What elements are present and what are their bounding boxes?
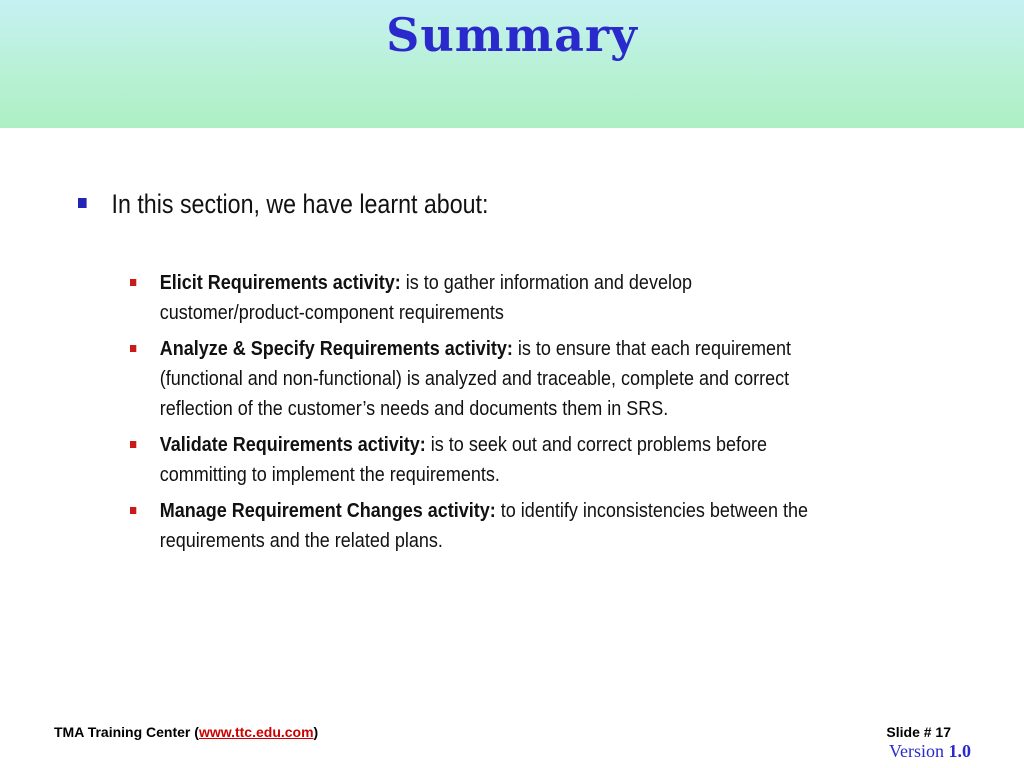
square-bullet-icon xyxy=(130,279,136,286)
version-label xyxy=(889,741,971,762)
item-text: is to gather information and develop customer/product-component requirements xyxy=(159,272,692,324)
footer-org-prefix: TMA Training Center ( xyxy=(54,724,199,740)
version-number: 1.0 xyxy=(948,741,971,761)
slide-header-band xyxy=(0,0,1024,128)
list-item xyxy=(130,334,814,424)
intro-text: In this section, we have learnt about: xyxy=(111,189,489,219)
summary-list xyxy=(130,268,890,556)
square-bullet-icon xyxy=(130,507,136,514)
item-text: is to ensure that each requirement (functional and non-functional) is analyzed and traceable, complete and correct reflection of the customer’s needs and documents them in SRS. xyxy=(159,338,791,420)
list-item xyxy=(130,496,814,556)
item-term: Elicit Requirements activity: xyxy=(159,272,401,294)
intro-bullet xyxy=(78,186,835,222)
item-term: Analyze & Specify Requirements activity: xyxy=(159,338,513,360)
item-term: Validate Requirements activity: xyxy=(159,434,426,456)
item-term: Manage Requirement Changes activity: xyxy=(159,500,496,522)
square-bullet-icon xyxy=(78,198,87,208)
slide-title: Summary xyxy=(386,8,638,62)
square-bullet-icon xyxy=(130,345,136,352)
list-item xyxy=(130,268,814,328)
item-text: to identify inconsistencies between the requirements and the related plans. xyxy=(159,500,808,552)
slide-number: Slide # 17 xyxy=(886,724,951,740)
footer-organization xyxy=(54,724,318,740)
square-bullet-icon xyxy=(130,441,136,448)
footer-website-link[interactable]: www.ttc.edu.com xyxy=(198,724,314,740)
slide-content xyxy=(78,186,958,562)
footer-org-suffix: ) xyxy=(313,724,319,740)
list-item xyxy=(130,430,814,490)
item-text: is to seek out and correct problems before committing to implement the requirements. xyxy=(159,434,767,486)
version-text: Version xyxy=(889,741,949,761)
